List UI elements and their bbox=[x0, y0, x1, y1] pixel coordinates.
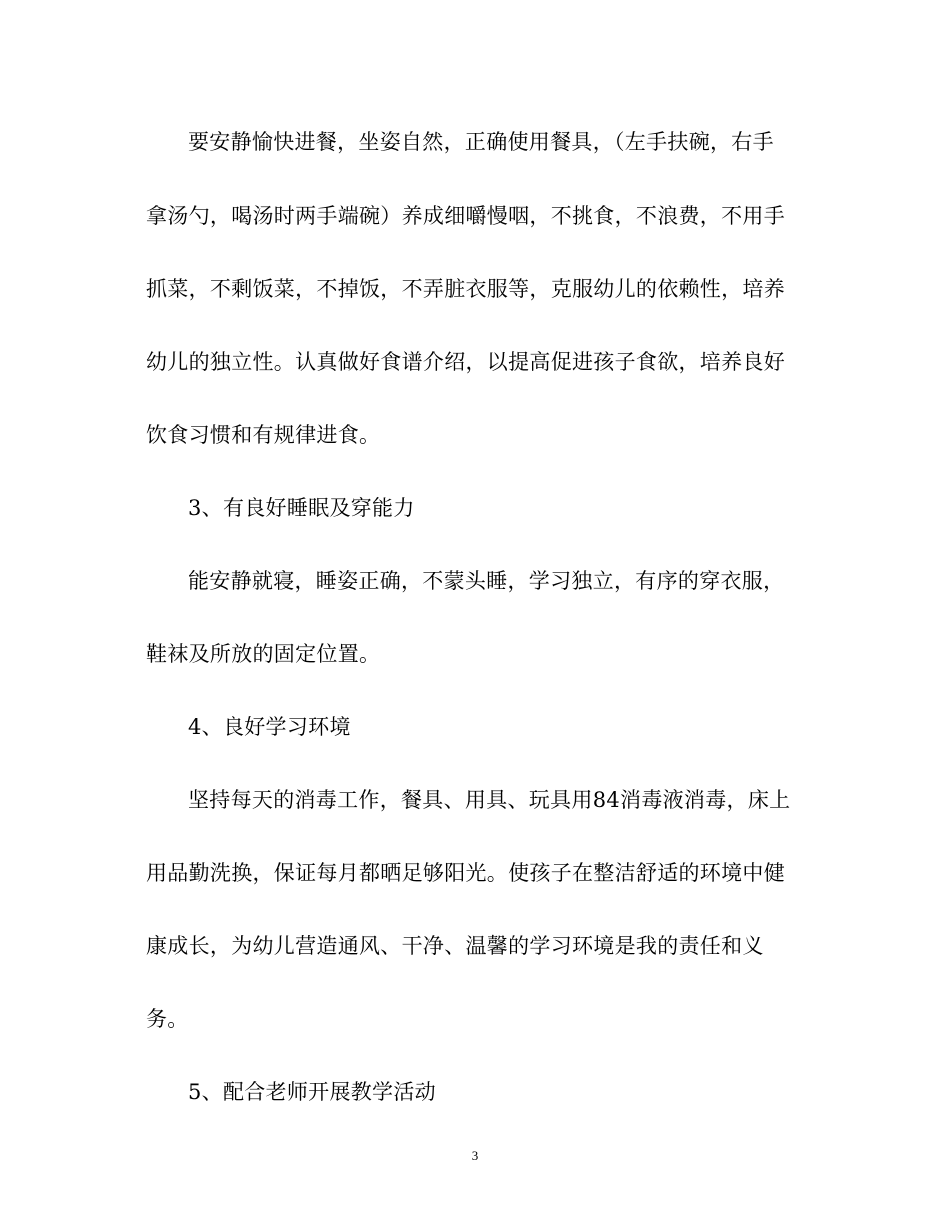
page-number: 3 bbox=[471, 1148, 479, 1163]
paragraph-line: 拿汤勺，喝汤时两手端碗）养成细嚼慢咽，不挑食，不浪费，不用手 bbox=[146, 204, 785, 228]
paragraph-line: 幼儿的独立性。认真做好食谱介绍，以提高促进孩子食欲，培养良好 bbox=[146, 350, 785, 374]
section-heading: 5、配合老师开展教学活动 bbox=[188, 1080, 436, 1104]
paragraph-line: 鞋袜及所放的固定位置。 bbox=[146, 642, 381, 666]
paragraph-line: 抓菜，不剩饭菜，不掉饭，不弄脏衣服等，克服幼儿的依赖性，培养 bbox=[146, 277, 785, 301]
paragraph-line: 坚持每天的消毒工作，餐具、用具、玩具用84消毒液消毒，床上 bbox=[188, 788, 791, 812]
paragraph-line: 能安静就寝，睡姿正确，不蒙头睡，学习独立，有序的穿衣服， bbox=[188, 569, 785, 593]
paragraph-line: 用品勤洗换，保证每月都晒足够阳光。使孩子在整洁舒适的环境中健 bbox=[146, 861, 785, 885]
section-heading: 4、良好学习环境 bbox=[188, 715, 351, 739]
paragraph-line: 康成长，为幼儿营造通风、干净、温馨的学习环境是我的责任和义 bbox=[146, 934, 764, 958]
paragraph-line: 饮食习惯和有规律进食。 bbox=[146, 423, 381, 447]
section-heading: 3、有良好睡眠及穿能力 bbox=[188, 496, 415, 520]
paragraph-line: 务。 bbox=[146, 1007, 189, 1031]
paragraph-line: 要安静愉快进餐，坐姿自然，正确使用餐具，（左手扶碗，右手 bbox=[188, 130, 774, 154]
